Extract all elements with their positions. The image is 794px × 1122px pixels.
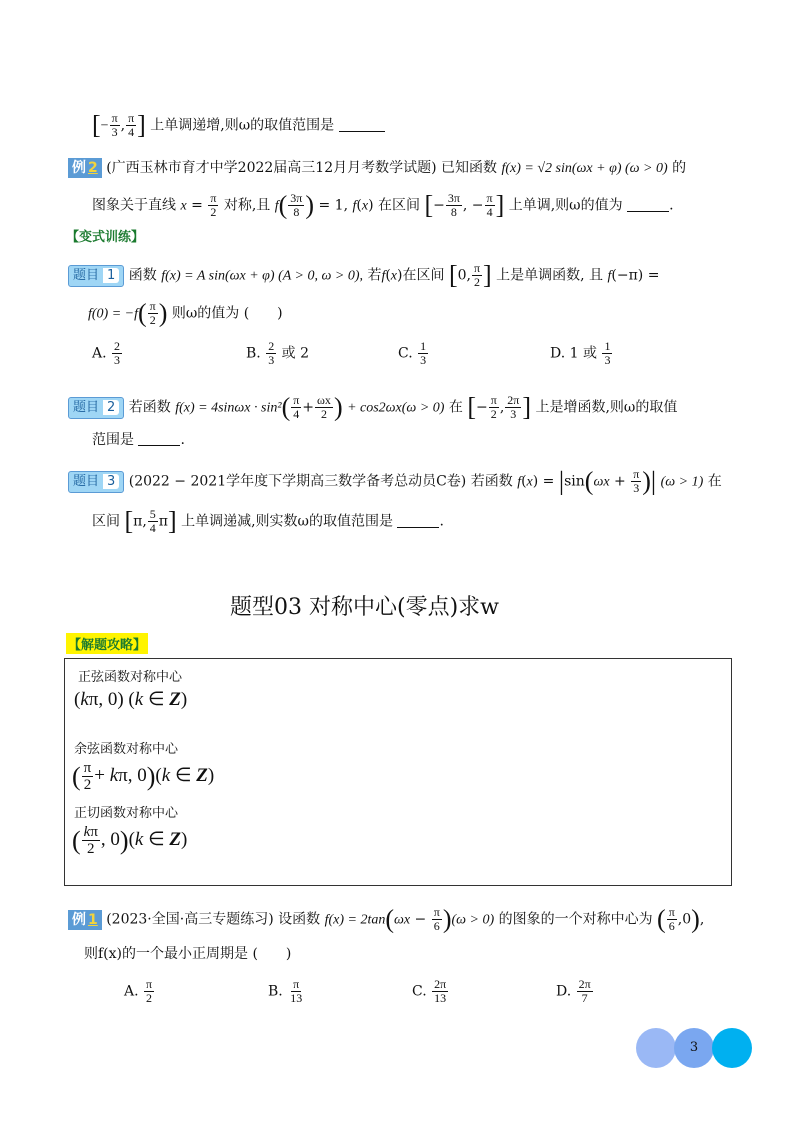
example-2-tag: 例 2 xyxy=(68,158,102,178)
question-2-blank[interactable] xyxy=(138,431,180,446)
question-2-line-1: 题目 2 若函数 f(x) = 4sinωx · sin²( $\frac{\pi}{4}$ + $\frac{\omega x}{2}$ ) + cos2ωx(ω > 0) 在 [− $\frac{\pi}{2}$ , $\frac{2\pi}{3}$ ] 上是增函数,则ω的取值 xyxy=(68,394,677,421)
sine-center-formula: (kπ, 0) (k ∈ Z) xyxy=(74,689,188,710)
example-1-choice-c[interactable]: C. $\frac{2\pi}{13}$ xyxy=(412,977,447,1005)
example-1-line-1: 例 1 (2023·全国·高三专题练习) 设函数 f(x) = 2tan(ωx − $\frac{\pi}{6}$ )(ω > 0) 的图象的一个对称中心为 ( $\frac{\pi}{6}$ ,0), xyxy=(68,906,704,933)
question-2-line-2: 范围是 . xyxy=(92,432,185,448)
variant-training-header: 【变式训练】 xyxy=(66,230,145,245)
question-1-choice-a[interactable]: A. $\frac{2}{3}$ xyxy=(92,339,121,367)
question-2-function: f(x) = 4sinωx · sin² xyxy=(175,400,282,416)
cosine-center-formula: ( $\frac{\pi}{2}$ + kπ, 0)(k ∈ Z) xyxy=(72,760,215,793)
cosine-center-label: 余弦函数对称中心 xyxy=(74,742,179,757)
example-1-function: f(x) = 2tan xyxy=(324,912,386,928)
question-3-tag: 题目 3 xyxy=(68,471,124,493)
page-number: 3 xyxy=(689,1040,699,1055)
continuation-line: [− $\frac{\pi}{3}$ , $\frac{\pi}{4}$ ] 上单调递增,则ω的取值范围是 xyxy=(92,112,385,139)
question-1-tag: 题目 1 xyxy=(68,265,124,287)
example-1-choice-a[interactable]: A. $\frac{\pi}{2}$ xyxy=(124,977,153,1005)
example-2-blank[interactable] xyxy=(627,197,669,212)
page-circle-left xyxy=(636,1028,676,1068)
example-1-choice-b[interactable]: B. $\frac{\pi}{13}$ xyxy=(268,977,303,1005)
question-3-source: (2022 − 2021学年度下学期高三数学备考总动员C卷) xyxy=(128,473,467,490)
answer-blank[interactable] xyxy=(339,117,385,132)
example-1-source: (2023·全国·高三专题练习) xyxy=(106,911,274,928)
example-2-line-1: 例 2 (广西玉林市育才中学2022届高三12月月考数学试题) 已知函数 f(x) = √2 sin(ωx + φ) (ω > 0) 的 xyxy=(68,158,686,179)
sine-center-label: 正弦函数对称中心 xyxy=(78,670,183,685)
page-circle-middle xyxy=(674,1028,714,1068)
section-heading: 题型03 对称中心(零点)求w xyxy=(230,595,499,620)
example-1-choice-d[interactable]: D. $\frac{2\pi}{7}$ xyxy=(556,977,591,1005)
question-2-tag: 题目 2 xyxy=(68,397,124,419)
question-1-choice-b[interactable]: B. $\frac{2}{3}$ 或 2 xyxy=(246,339,310,367)
question-3-blank[interactable] xyxy=(397,513,439,528)
tangent-center-formula: ( $\frac{k\pi}{2}$ , 0)(k ∈ Z) xyxy=(72,824,188,857)
strategy-tag: 【解题攻略】 xyxy=(66,633,148,654)
example-2-line-2: 图象关于直线 x = $\frac{\pi}{2}$ 对称,且 f( $\frac{3\pi}{8}$ ) = 1, f(x) 在区间 [− $\frac{3\pi}{8}$ , − $\frac{\pi}{4}$ ] 上单调,则ω的值为 . xyxy=(92,190,674,220)
question-1-function: f(x) = A sin(ωx + φ) (A > 0, ω > 0), xyxy=(161,268,363,284)
question-1-line-2: f(0) = −f( $\frac{\pi}{2}$ ) 则ω的值为 ( ) xyxy=(88,298,283,328)
tangent-center-label: 正切函数对称中心 xyxy=(74,806,179,821)
example-2-source: (广西玉林市育才中学2022届高三12月月考数学试题) xyxy=(106,160,437,176)
question-1-choice-d[interactable]: D. 1 或 $\frac{1}{3}$ xyxy=(550,339,611,367)
question-3-line-1: 题目 3 (2022 − 2021学年度下学期高三数学备考总动员C卷) 若函数 f(x) = |sin(ωx + $\frac{\pi}{3}$ )| (ω > 1) 在 xyxy=(68,468,722,495)
page-circle-right xyxy=(712,1028,752,1068)
example-1-tag: 例 1 xyxy=(68,910,102,930)
example-2-function: f(x) = √2 sin(ωx + φ) (ω > 0) xyxy=(501,161,668,176)
example-1-line-2: 则f(x)的一个最小正周期是 ( ) xyxy=(84,946,292,962)
question-1-choice-c[interactable]: C. $\frac{1}{3}$ xyxy=(398,339,427,367)
question-3-line-2: 区间 [π, $\frac{5}{4}$ π] 上单调递减,则实数ω的取值范围是 . xyxy=(92,506,444,536)
continuation-text: 上单调递增,则ω的取值范围是 xyxy=(150,117,335,134)
question-1-line-1: 题目 1 函数 f(x) = A sin(ωx + φ) (A > 0, ω > 0), 若f(x)在区间 [0, $\frac{\pi}{2}$ ] 上是单调函数, 且 f(−π) = xyxy=(68,262,659,289)
